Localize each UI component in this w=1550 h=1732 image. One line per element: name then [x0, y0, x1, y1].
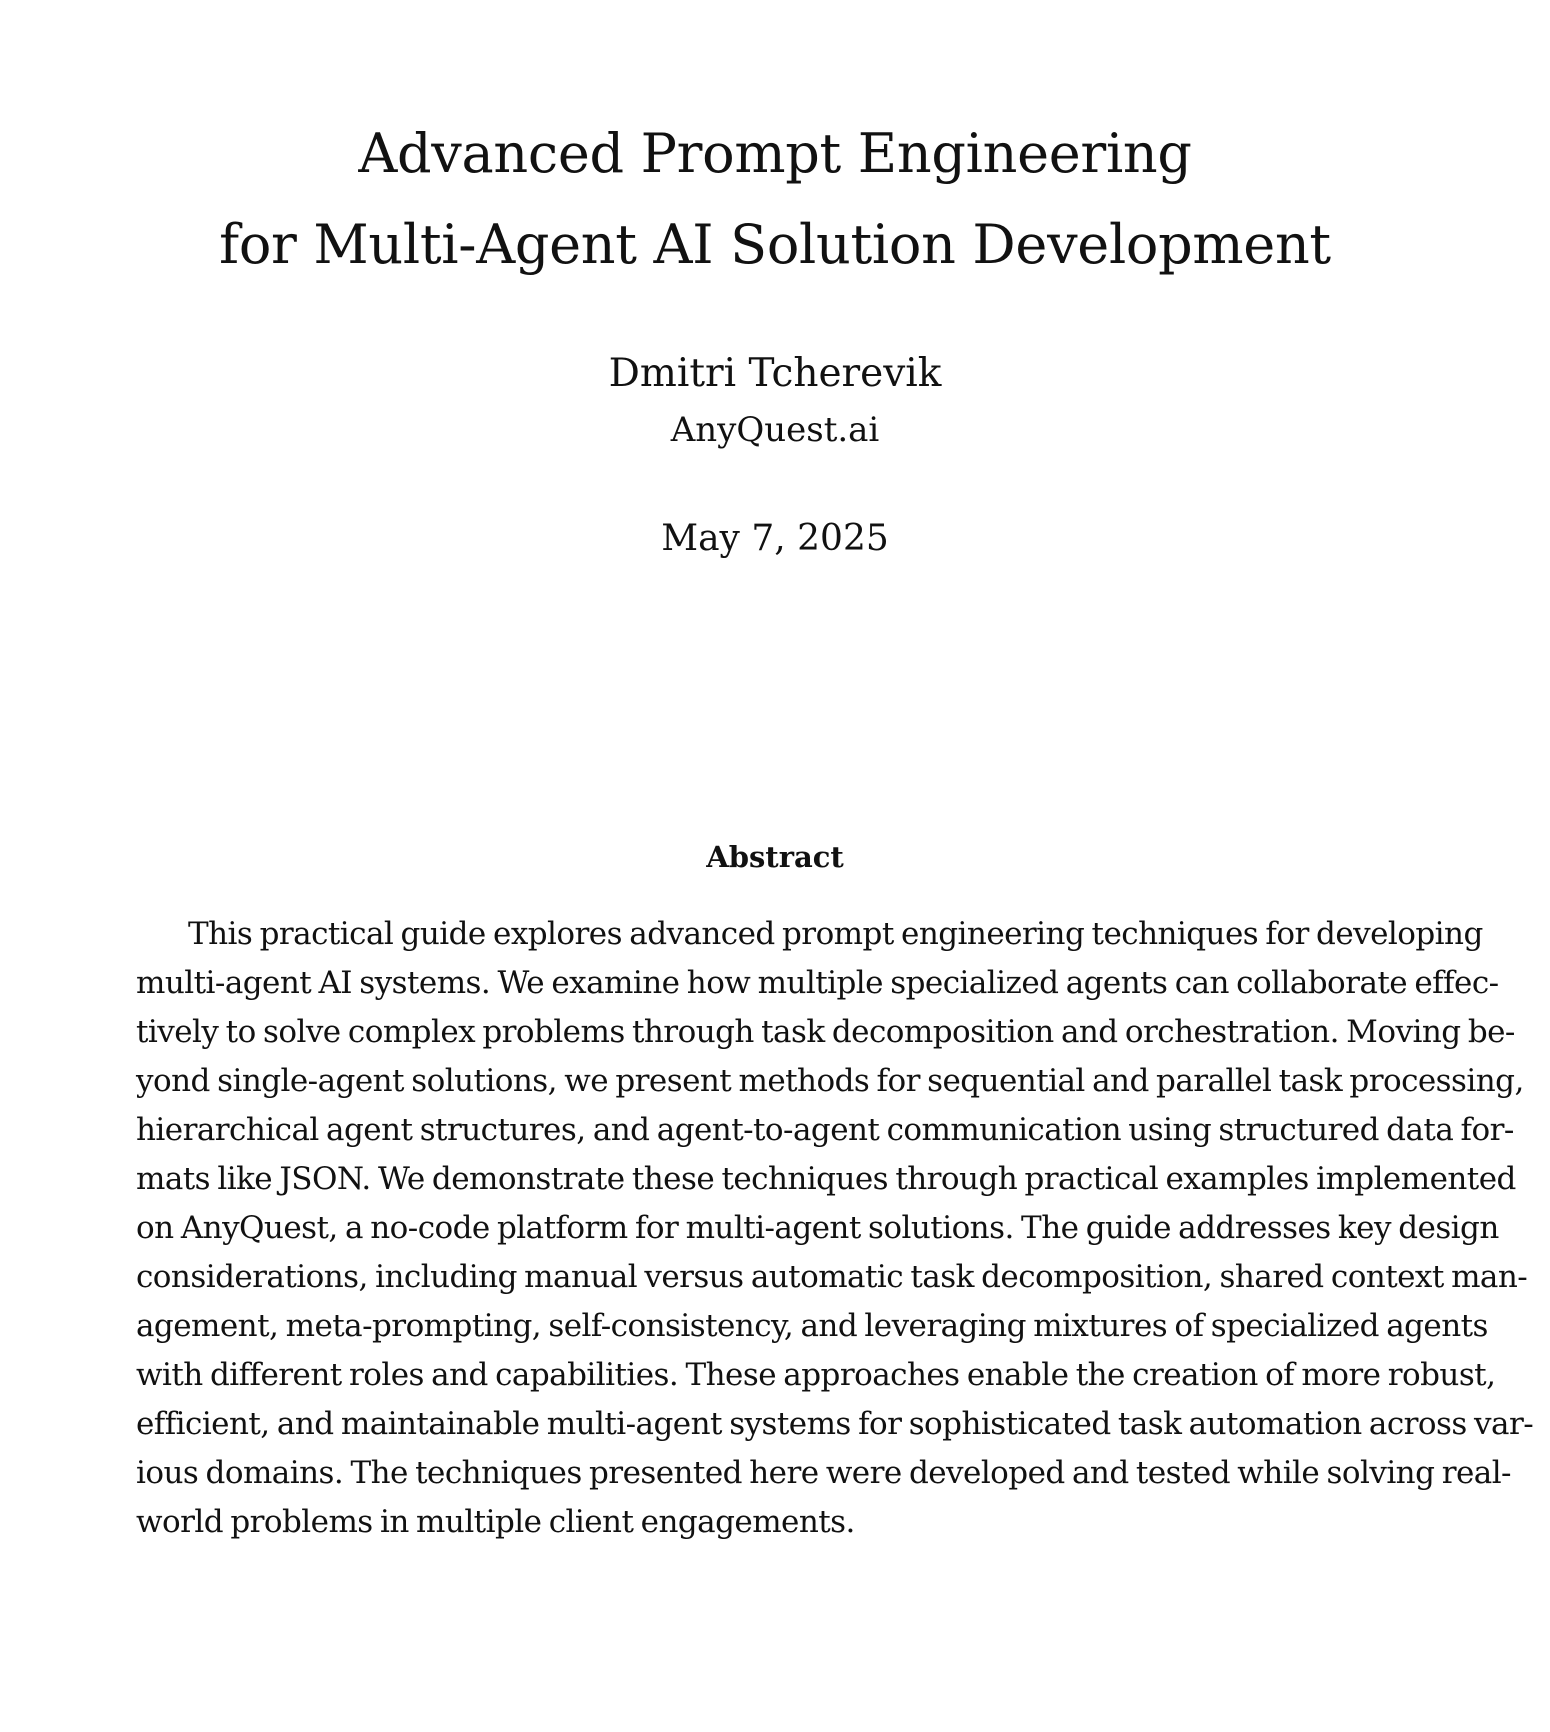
abstract-line: tively to solve complex problems through task decomposition and orchestration. Moving be- — [136, 1014, 1515, 1050]
abstract-line: agement, meta-prompting, self-consistency, and leveraging mixtures of specialized agents — [136, 1308, 1488, 1344]
abstract-line: hierarchical agent structures, and agent-to-agent communication using structured data for- — [136, 1112, 1514, 1148]
abstract-line: multi-agent AI systems. We examine how multiple specialized agents can collaborate effec- — [136, 965, 1499, 1001]
abstract-line: ious domains. The techniques presented here were developed and tested while solving real- — [136, 1455, 1511, 1491]
abstract-line: efficient, and maintainable multi-agent systems for sophisticated task automation across var- — [136, 1406, 1534, 1442]
title-line-2: for Multi-Agent AI Solution Development — [219, 213, 1331, 276]
abstract-line: on AnyQuest, a no-code platform for multi-agent solutions. The guide addresses key design — [136, 1210, 1499, 1246]
abstract-line: This practical guide explores advanced prompt engineering techniques for developing — [188, 916, 1483, 952]
abstract-line: mats like JSON. We demonstrate these techniques through practical examples implemented — [136, 1161, 1516, 1197]
publication-date: May 7, 2025 — [661, 518, 889, 559]
abstract-line: considerations, including manual versus automatic task decomposition, shared context man- — [136, 1259, 1528, 1295]
paper-title — [0, 108, 1550, 290]
author-affiliation: AnyQuest.ai — [670, 410, 880, 450]
title-line-1: Advanced Prompt Engineering — [358, 122, 1192, 185]
abstract-line: with different roles and capabilities. These approaches enable the creation of more robust, — [136, 1357, 1496, 1393]
abstract-heading: Abstract — [706, 840, 844, 874]
abstract-body — [136, 910, 1534, 1547]
abstract-line: world problems in multiple client engagements. — [136, 1504, 855, 1540]
abstract-line: yond single-agent solutions, we present methods for sequential and parallel task processing, — [136, 1063, 1524, 1099]
author-name: Dmitri Tcherevik — [608, 351, 942, 396]
